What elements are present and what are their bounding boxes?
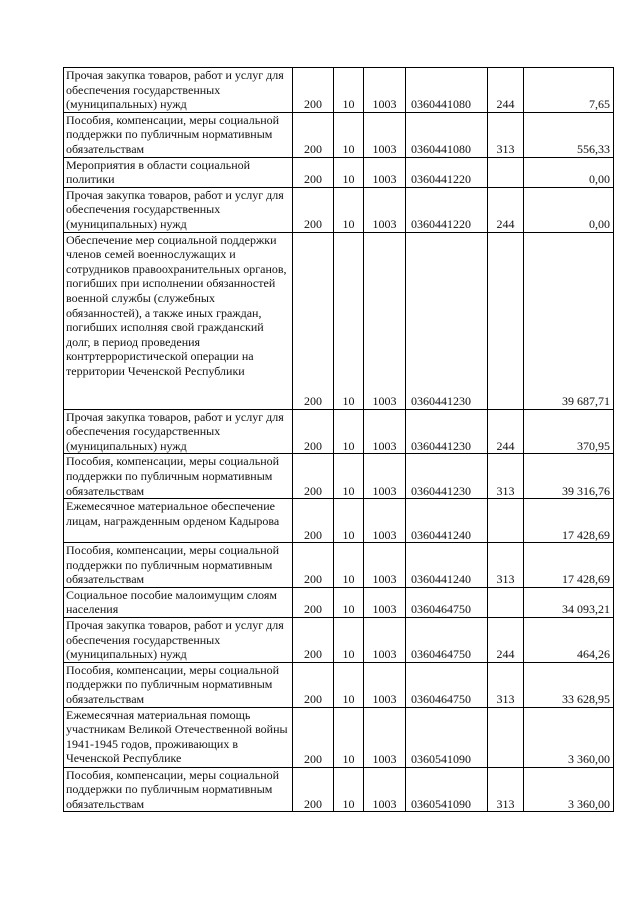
section-cell: 10 [334, 68, 364, 113]
section-cell: 10 [334, 157, 364, 187]
amount-cell: 7,65 [524, 68, 614, 113]
item-name-cell: Пособия, компенсации, меры социальной поддержки по публичным нормативным обязательствам [64, 454, 293, 499]
target-article-cell: 0360441220 [406, 157, 488, 187]
table-row [64, 112, 614, 157]
budget-table [63, 67, 614, 812]
item-name-cell: Социальное пособие малоимущим слоям населения [64, 587, 293, 617]
subsection-cell: 1003 [364, 543, 406, 588]
document-page [63, 67, 614, 812]
expense-type-cell [488, 499, 524, 543]
target-article-cell: 0360441080 [406, 112, 488, 157]
item-name-cell: Прочая закупка товаров, работ и услуг для обеспечения государственных (муниципальных) нужд [64, 187, 293, 232]
budget-table-body [64, 68, 614, 812]
section-cell: 10 [334, 662, 364, 707]
subsection-cell: 1003 [364, 707, 406, 767]
target-article-cell: 0360464750 [406, 587, 488, 617]
table-row [64, 587, 614, 617]
section-cell: 10 [334, 618, 364, 663]
item-name-cell: Пособия, компенсации, меры социальной поддержки по публичным нормативным обязательствам [64, 767, 293, 812]
amount-cell: 370,95 [524, 409, 614, 454]
section-cell: 10 [334, 767, 364, 812]
item-name-cell: Обеспечение мер социальной поддержки членов семей военнослужащих и сотрудников правоохранительных органов, погибших при исполнении обязанностей военной службы (служебных обязанностей), а также иных граждан, погибших исполняя свой гражданский долг, в период проведения контртеррористической операции на территории Чеченской Республики [64, 232, 293, 409]
table-row [64, 68, 614, 113]
expense-type-cell [488, 707, 524, 767]
target-article-cell: 0360441080 [406, 68, 488, 113]
section-cell: 10 [334, 232, 364, 409]
table-row [64, 662, 614, 707]
subsection-cell: 1003 [364, 662, 406, 707]
item-name-cell: Пособия, компенсации, меры социальной поддержки по публичным нормативным обязательствам [64, 543, 293, 588]
target-article-cell: 0360541090 [406, 767, 488, 812]
target-article-cell: 0360464750 [406, 618, 488, 663]
subsection-cell: 1003 [364, 112, 406, 157]
expense-type-cell [488, 157, 524, 187]
ministry-code-cell: 200 [293, 112, 334, 157]
target-article-cell: 0360441230 [406, 232, 488, 409]
item-name-cell: Ежемесячная материальная помощь участникам Великой Отечественной войны 1941-1945 годов, проживающих в Чеченской Республике [64, 707, 293, 767]
amount-cell: 39 687,71 [524, 232, 614, 409]
ministry-code-cell: 200 [293, 409, 334, 454]
subsection-cell: 1003 [364, 618, 406, 663]
section-cell: 10 [334, 587, 364, 617]
target-article-cell: 0360441220 [406, 187, 488, 232]
table-row [64, 232, 614, 409]
amount-cell: 39 316,76 [524, 454, 614, 499]
ministry-code-cell: 200 [293, 454, 334, 499]
table-row [64, 157, 614, 187]
expense-type-cell: 244 [488, 618, 524, 663]
item-name-cell: Пособия, компенсации, меры социальной поддержки по публичным нормативным обязательствам [64, 112, 293, 157]
expense-type-cell [488, 587, 524, 617]
expense-type-cell: 244 [488, 187, 524, 232]
amount-cell: 464,26 [524, 618, 614, 663]
expense-type-cell: 244 [488, 68, 524, 113]
ministry-code-cell: 200 [293, 232, 334, 409]
section-cell: 10 [334, 499, 364, 543]
table-row [64, 499, 614, 543]
amount-cell: 0,00 [524, 187, 614, 232]
expense-type-cell: 313 [488, 543, 524, 588]
ministry-code-cell: 200 [293, 662, 334, 707]
table-row [64, 409, 614, 454]
target-article-cell: 0360541090 [406, 707, 488, 767]
item-name-cell: Мероприятия в области социальной политики [64, 157, 293, 187]
item-name-cell: Прочая закупка товаров, работ и услуг для обеспечения государственных (муниципальных) нужд [64, 409, 293, 454]
ministry-code-cell: 200 [293, 157, 334, 187]
subsection-cell: 1003 [364, 232, 406, 409]
ministry-code-cell: 200 [293, 499, 334, 543]
table-row [64, 618, 614, 663]
ministry-code-cell: 200 [293, 767, 334, 812]
section-cell: 10 [334, 454, 364, 499]
amount-cell: 3 360,00 [524, 767, 614, 812]
amount-cell: 17 428,69 [524, 499, 614, 543]
subsection-cell: 1003 [364, 157, 406, 187]
target-article-cell: 0360441240 [406, 499, 488, 543]
subsection-cell: 1003 [364, 187, 406, 232]
amount-cell: 17 428,69 [524, 543, 614, 588]
target-article-cell: 0360441230 [406, 454, 488, 499]
subsection-cell: 1003 [364, 454, 406, 499]
item-name-cell: Прочая закупка товаров, работ и услуг для обеспечения государственных (муниципальных) нужд [64, 68, 293, 113]
item-name-cell: Пособия, компенсации, меры социальной поддержки по публичным нормативным обязательствам [64, 662, 293, 707]
section-cell: 10 [334, 409, 364, 454]
ministry-code-cell: 200 [293, 68, 334, 113]
ministry-code-cell: 200 [293, 543, 334, 588]
section-cell: 10 [334, 187, 364, 232]
expense-type-cell: 313 [488, 767, 524, 812]
table-row [64, 454, 614, 499]
item-name-cell: Прочая закупка товаров, работ и услуг для обеспечения государственных (муниципальных) нужд [64, 618, 293, 663]
ministry-code-cell: 200 [293, 707, 334, 767]
table-row [64, 543, 614, 588]
table-row [64, 187, 614, 232]
target-article-cell: 0360464750 [406, 662, 488, 707]
amount-cell: 3 360,00 [524, 707, 614, 767]
section-cell: 10 [334, 543, 364, 588]
expense-type-cell: 244 [488, 409, 524, 454]
subsection-cell: 1003 [364, 767, 406, 812]
subsection-cell: 1003 [364, 499, 406, 543]
amount-cell: 33 628,95 [524, 662, 614, 707]
expense-type-cell [488, 232, 524, 409]
table-row [64, 707, 614, 767]
subsection-cell: 1003 [364, 587, 406, 617]
expense-type-cell: 313 [488, 454, 524, 499]
amount-cell: 556,33 [524, 112, 614, 157]
item-name-cell: Ежемесячное материальное обеспечение лицам, награжденным орденом Кадырова [64, 499, 293, 543]
ministry-code-cell: 200 [293, 618, 334, 663]
ministry-code-cell: 200 [293, 587, 334, 617]
expense-type-cell: 313 [488, 662, 524, 707]
section-cell: 10 [334, 112, 364, 157]
ministry-code-cell: 200 [293, 187, 334, 232]
amount-cell: 0,00 [524, 157, 614, 187]
expense-type-cell: 313 [488, 112, 524, 157]
section-cell: 10 [334, 707, 364, 767]
subsection-cell: 1003 [364, 409, 406, 454]
subsection-cell: 1003 [364, 68, 406, 113]
amount-cell: 34 093,21 [524, 587, 614, 617]
target-article-cell: 0360441240 [406, 543, 488, 588]
table-row [64, 767, 614, 812]
target-article-cell: 0360441230 [406, 409, 488, 454]
